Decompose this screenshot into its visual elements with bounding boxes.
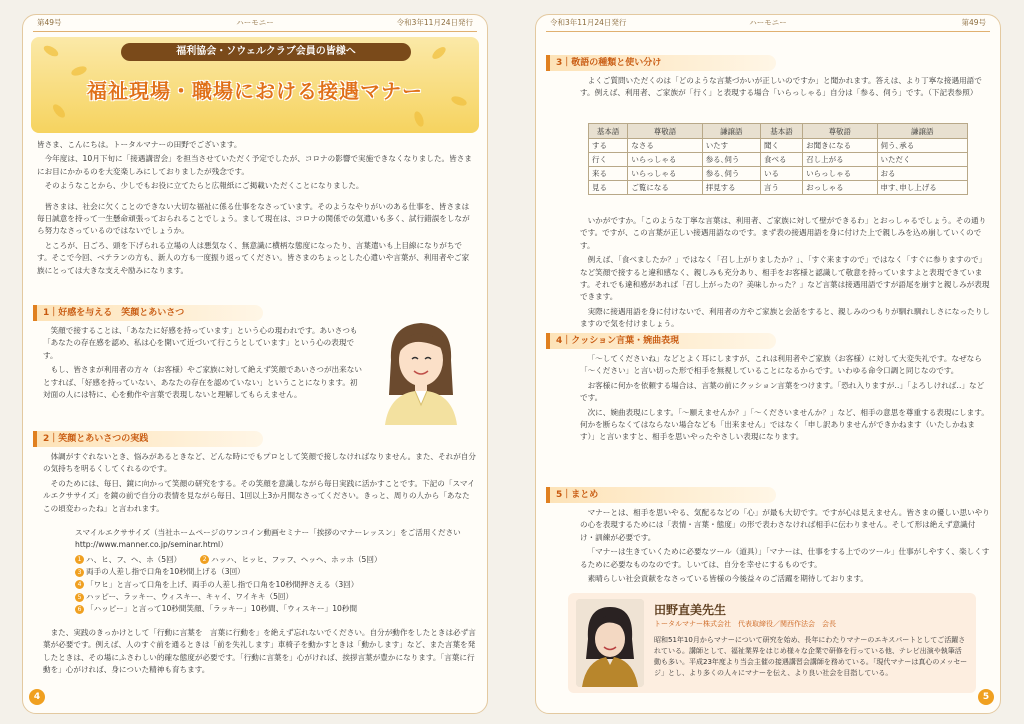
- exercise-item: [75, 579, 477, 591]
- leaf-decoration: [430, 45, 447, 61]
- column-header: 基本語: [760, 124, 802, 139]
- title-banner: [31, 37, 479, 133]
- exercise-text: 「ワヒ」と言って口角を上げ、両手の人差し指で口角を10秒間押さえる（3回）: [86, 579, 359, 589]
- exercise-text: 「ハッピー」と言って10秒間笑顔、「ラッキー」10秒間、「ウィスキー」10秒間: [86, 604, 358, 614]
- intro-paragraph: ところが、日ごろ、頭を下げられる立場の人は悪気なく、無意識に横柄な態度になったり、言葉遣いも上目線になりがちです。そこで今回、ベテランの方も、新人の方も一度振り返ってください。皆さまのちょっとした心遣いや言葉が、利用者やご家族にとっては大きな支えや励みになります。: [37, 240, 470, 275]
- intro-paragraph: 皆さまは、社会に欠くことのできない大切な福祉に係る仕事をなさっています。そのようなやりがいのある仕事を、皆さまは毎日誠意を持って一生懸命頑張っておられることでしょう。まして現在は、コロナの関係での気遣いも多く、試行錯誤をしながら努力なさっているのではないでしょうか。: [37, 201, 470, 236]
- table-cell: おっしゃる: [803, 181, 877, 195]
- page-header: [33, 15, 477, 32]
- section4-paragraph: お客様に何かを依頼する場合は、言葉の前にクッション言葉をつけます。「恐れ入りますが‥」「よろしければ‥」などです。: [580, 380, 985, 403]
- leaf-decoration: [51, 102, 67, 119]
- table-cell: いたす: [702, 139, 760, 153]
- exercise-intro: スマイルエクササイズ（当社ホームページのワンコイン動画セミナー「挨拶のマナーレッスン」をご活用ください http://www.manner.co.jp/seminar.html）: [75, 528, 461, 550]
- section1-paragraph: もし、皆さまが利用者の方々（お客様）やご家族に対して絶えず笑顔であいさつが出来ないとすれば、「好感を持っていない、あなたの存在を認めていない」ということになります。初対面の人には特に、心を動作や言葉で表現しないと理解してもらえません。: [43, 365, 362, 400]
- exercise-text: ハッハ、ヒッヒ、フッフ、ヘッヘ、ホッホ（5回）: [211, 554, 382, 564]
- table-cell: 聞く: [760, 139, 802, 153]
- section2-closing: [43, 627, 477, 679]
- section5-paragraph: 素晴らしい社会貢献をなさっている皆様の今後益々のご活躍を期待しております。: [587, 574, 868, 584]
- exercise-item: [75, 554, 477, 566]
- issue-date: 令和3年11月24日発行: [396, 18, 473, 27]
- left-page: [22, 14, 488, 714]
- author-profile: [568, 593, 976, 693]
- table-cell: いらっしゃる: [803, 167, 877, 181]
- closing-paragraph: また、実践のきっかけとして「行動に言葉を 言葉に行動を」を絶えず忘れないでください。自分が動作をしたときは必ず言葉が必要です。例えば、人のすぐ前を通るときは「前を失礼します」車椅子を動かすときは「動かします」など、また言葉を発したときは、その場にふさわしい的確な態度が必要です。「行動に言葉を」心がければ、挨拶言葉が豊かになります。「言葉に行動を」心がければ、身についた精神も育ちます。: [43, 628, 476, 675]
- author-bio: 昭和51年10月からマナーについて研究を始め、長年にわたりマナーのエキスパートとしてご活躍されている。講師として、福祉業界をはじめ様々な企業で研修を行っている他、テレビ出演や執筆活動も多い。平成23年度より当会主催の接遇講習会講師を務めている。「現代マナーは真心のメッセージ」とし、より多くの人々にマナーを伝え、より良い社会を目指している。: [654, 636, 968, 677]
- section4-paragraph: 次に、婉曲表現にします。「〜願えませんか？」「〜くださいませんか？」など、相手の意思を尊重する表現にします。何かを断らなくてはならない場合なども「出来ません」ではなく「申し訳ありませんができかねます（いたしかねます）」と言いますと、相手を思いやったやさしい表現になります。: [580, 407, 989, 442]
- number-badge: 4: [75, 580, 84, 589]
- table-cell: 参る､伺う: [702, 153, 760, 167]
- newsletter-title: ハーモニー: [749, 18, 787, 27]
- table-cell: いらっしゃる: [628, 153, 702, 167]
- section3-paragraph: いかがですか。「このような丁寧な言葉は、利用者、ご家族に対して壁ができるわ」とおっしゃるでしょう。その通りです。ですが、この言葉が正しい接遇用語なのです。まず表の接遇用語を身に付けた上で親しみを込め崩していくのです。: [580, 216, 987, 250]
- exercise-text: ハ、ヒ、フ、ヘ、ホ（5回）: [86, 554, 182, 564]
- section5-paragraph: 「マナーは生きていくために必要なツール（道具）」「マナーは、仕事をする上でのツール」仕事がしやすく、楽しくするために必要なものなのです。しいては、自分を幸せにするものです。: [580, 547, 990, 569]
- table-row: [589, 153, 968, 167]
- smiling-woman-illustration: [371, 315, 471, 425]
- section5-paragraph: マナーとは、相手を思いやる、気配るなどの「心」が最も大切です。ですが心は見えません。皆さまの優しい思いやりの心を表現するためには「表情・言葉・態度」の形で表わさなければ相手に伝わりません。そして形は絶えず意識付け・訓練が必要です。: [580, 508, 990, 542]
- table-cell: 来る: [589, 167, 628, 181]
- intro-paragraph: そのようなことから、少しでもお役に立てたらと広報紙にご掲載いただくことになりました。: [44, 181, 364, 191]
- section4-text: [580, 353, 990, 446]
- table-cell: 申す､申し上げる: [877, 181, 968, 195]
- section1-paragraph: 笑顔で接することは、「あなたに好感を持っています」という心の現われです。あいさつも「あなたの存在感を認め、私は心を開いて近づいて行こうとしています」という心の表現です。: [43, 326, 358, 360]
- table-cell: お聞きになる: [803, 139, 877, 153]
- section3-text: [580, 215, 990, 333]
- exercise-item: [75, 591, 477, 603]
- number-badge: 6: [75, 605, 84, 614]
- section3-paragraph: 実際に接遇用語を身に付けないで、利用者の方やご家族と会話をすると、親しみのつもりが馴れ馴れしさになったりしますので気を付けましょう。: [580, 306, 990, 329]
- section2-paragraph: そのためには、毎日、鏡に向かって笑顔の研究をする。その笑顔を意識しながら毎日実践に活かすことです。下記の「スマイルエクササイズ」を鏡の前で自分の表情を見ながら毎日、1回以上3か月間なさってください。きっと、周りの人から「あなたこの頃変わったね」と言われます。: [43, 478, 475, 513]
- section-heading-2: 2｜笑顔とあいさつの実践: [33, 431, 263, 447]
- table-header-row: [589, 124, 968, 139]
- table-cell: いる: [760, 167, 802, 181]
- section-heading-5: 5｜まとめ: [546, 487, 776, 503]
- table-row: [589, 139, 968, 153]
- issue-number: 第49号: [37, 18, 62, 27]
- table-cell: ご覧になる: [628, 181, 702, 195]
- column-header: 尊敬語: [803, 124, 877, 139]
- table-cell: なさる: [628, 139, 702, 153]
- author-name: 田野直美先生: [654, 603, 727, 617]
- page-number: 5: [978, 689, 994, 705]
- table-row: [589, 181, 968, 195]
- table-cell: 食べる: [760, 153, 802, 167]
- table-cell: 見る: [589, 181, 628, 195]
- page-number: 4: [29, 689, 45, 705]
- exercise-text: ハッピー、ラッキー、ウィスキー、キャイ、ワイキキ（5回）: [86, 592, 294, 602]
- section3-intro: [580, 75, 990, 102]
- table-cell: 言う: [760, 181, 802, 195]
- section-heading-1: 1｜好感を与える 笑顔とあいさつ: [33, 305, 263, 321]
- author-title: トータルマナー株式会社 代表取締役／関西作法会 会長: [654, 620, 836, 628]
- column-header: 基本語: [589, 124, 628, 139]
- intro-paragraph: 今年度は、10月下旬に「接遇講習会」を担当させていただく予定でしたが、コロナの影響で実施できなくなりました。皆さまにお目にかかるのを大変楽しみにしておりましたが残念です。: [37, 154, 472, 176]
- leaf-decoration: [42, 44, 60, 59]
- column-header: 謙譲語: [702, 124, 760, 139]
- section-heading-4: 4｜クッション言葉・婉曲表現: [546, 333, 776, 349]
- table-cell: 行く: [589, 153, 628, 167]
- section2-text: [43, 451, 477, 517]
- section3-paragraph: 例えば、「食べましたか？」ではなく「召し上がりましたか？」、「すぐ来ますので」ではなく「すぐに参りますので」など笑顔で接すると違和感なく、親しみも充分あり、相手をお客様と認識して敬意を持っていますよと表現できています。それでも違和感があれば「召し上がったの？美味しかった？」など言葉は接遇用語ですが語尾を崩すと親しみが表現できます。: [580, 255, 990, 302]
- column-header: 尊敬語: [628, 124, 702, 139]
- page-header: [546, 15, 990, 32]
- number-badge: 5: [75, 593, 84, 602]
- table-cell: 召し上がる: [803, 153, 877, 167]
- intro-paragraph: 皆さま、こんにちは。トータルマナーの田野でございます。: [37, 140, 242, 149]
- issue-date: 令和3年11月24日発行: [550, 18, 627, 27]
- table-row: [589, 167, 968, 181]
- column-header: 謙譲語: [877, 124, 968, 139]
- table-cell: 拝見する: [702, 181, 760, 195]
- section-heading-3: 3｜敬語の種類と使い分け: [546, 55, 776, 71]
- author-photo: [576, 599, 644, 687]
- banner-subtitle: 福利協会・ソウェルクラブ会員の皆様へ: [121, 43, 411, 61]
- author-portrait: [576, 599, 644, 687]
- issue-number: 第49号: [961, 18, 986, 27]
- right-page: [535, 14, 1001, 714]
- exercise-item: [75, 603, 477, 615]
- number-badge: 3: [75, 568, 84, 577]
- table-cell: いただく: [877, 153, 968, 167]
- table-cell: 参る､伺う: [702, 167, 760, 181]
- leaf-decoration: [413, 110, 426, 128]
- section5-text: [580, 507, 990, 587]
- section4-paragraph: 「〜してくださいね」などとよく耳にしますが、これは利用者やご家族（お客様）に対して大変失礼です。なぜなら「〜ください」と言い切った形で相手を無視していることになるからです。いわゆる命令口調と同じなのです。: [580, 354, 982, 376]
- main-title: 福祉現場・職場における接遇マナー: [87, 79, 423, 103]
- section3-paragraph: よくご質問いただくのは「どのような言葉づかいが正しいのですか」と聞かれます。答えは、より丁寧な接遇用語です。例えば、利用者、ご家族が「行く」と表現する場合「いらっしゃる」自分は「参る、伺う」です。（下記表参照）: [580, 76, 982, 98]
- intro-text: [37, 139, 475, 279]
- section1-text: [43, 325, 363, 403]
- table-cell: する: [589, 139, 628, 153]
- section2-paragraph: 体調がすぐれないとき、悩みがあるときなど、どんな時にでもプロとして笑顔で接しなければなりません。また、それが自分の気持ちを明るくしてくれるのです。: [43, 452, 476, 474]
- number-badge: 1: [75, 555, 84, 564]
- number-badge: 2: [200, 555, 209, 564]
- exercise-item: [75, 566, 477, 578]
- table-cell: いらっしゃる: [628, 167, 702, 181]
- newsletter-title: ハーモニー: [236, 18, 274, 27]
- smile-exercise-block: [75, 527, 477, 616]
- exercise-text: 両手の人差し指で口角を10秒間上げる（3回）: [86, 567, 245, 577]
- table-cell: 伺う､承る: [877, 139, 968, 153]
- table-cell: おる: [877, 167, 968, 181]
- keigo-table: [588, 123, 968, 195]
